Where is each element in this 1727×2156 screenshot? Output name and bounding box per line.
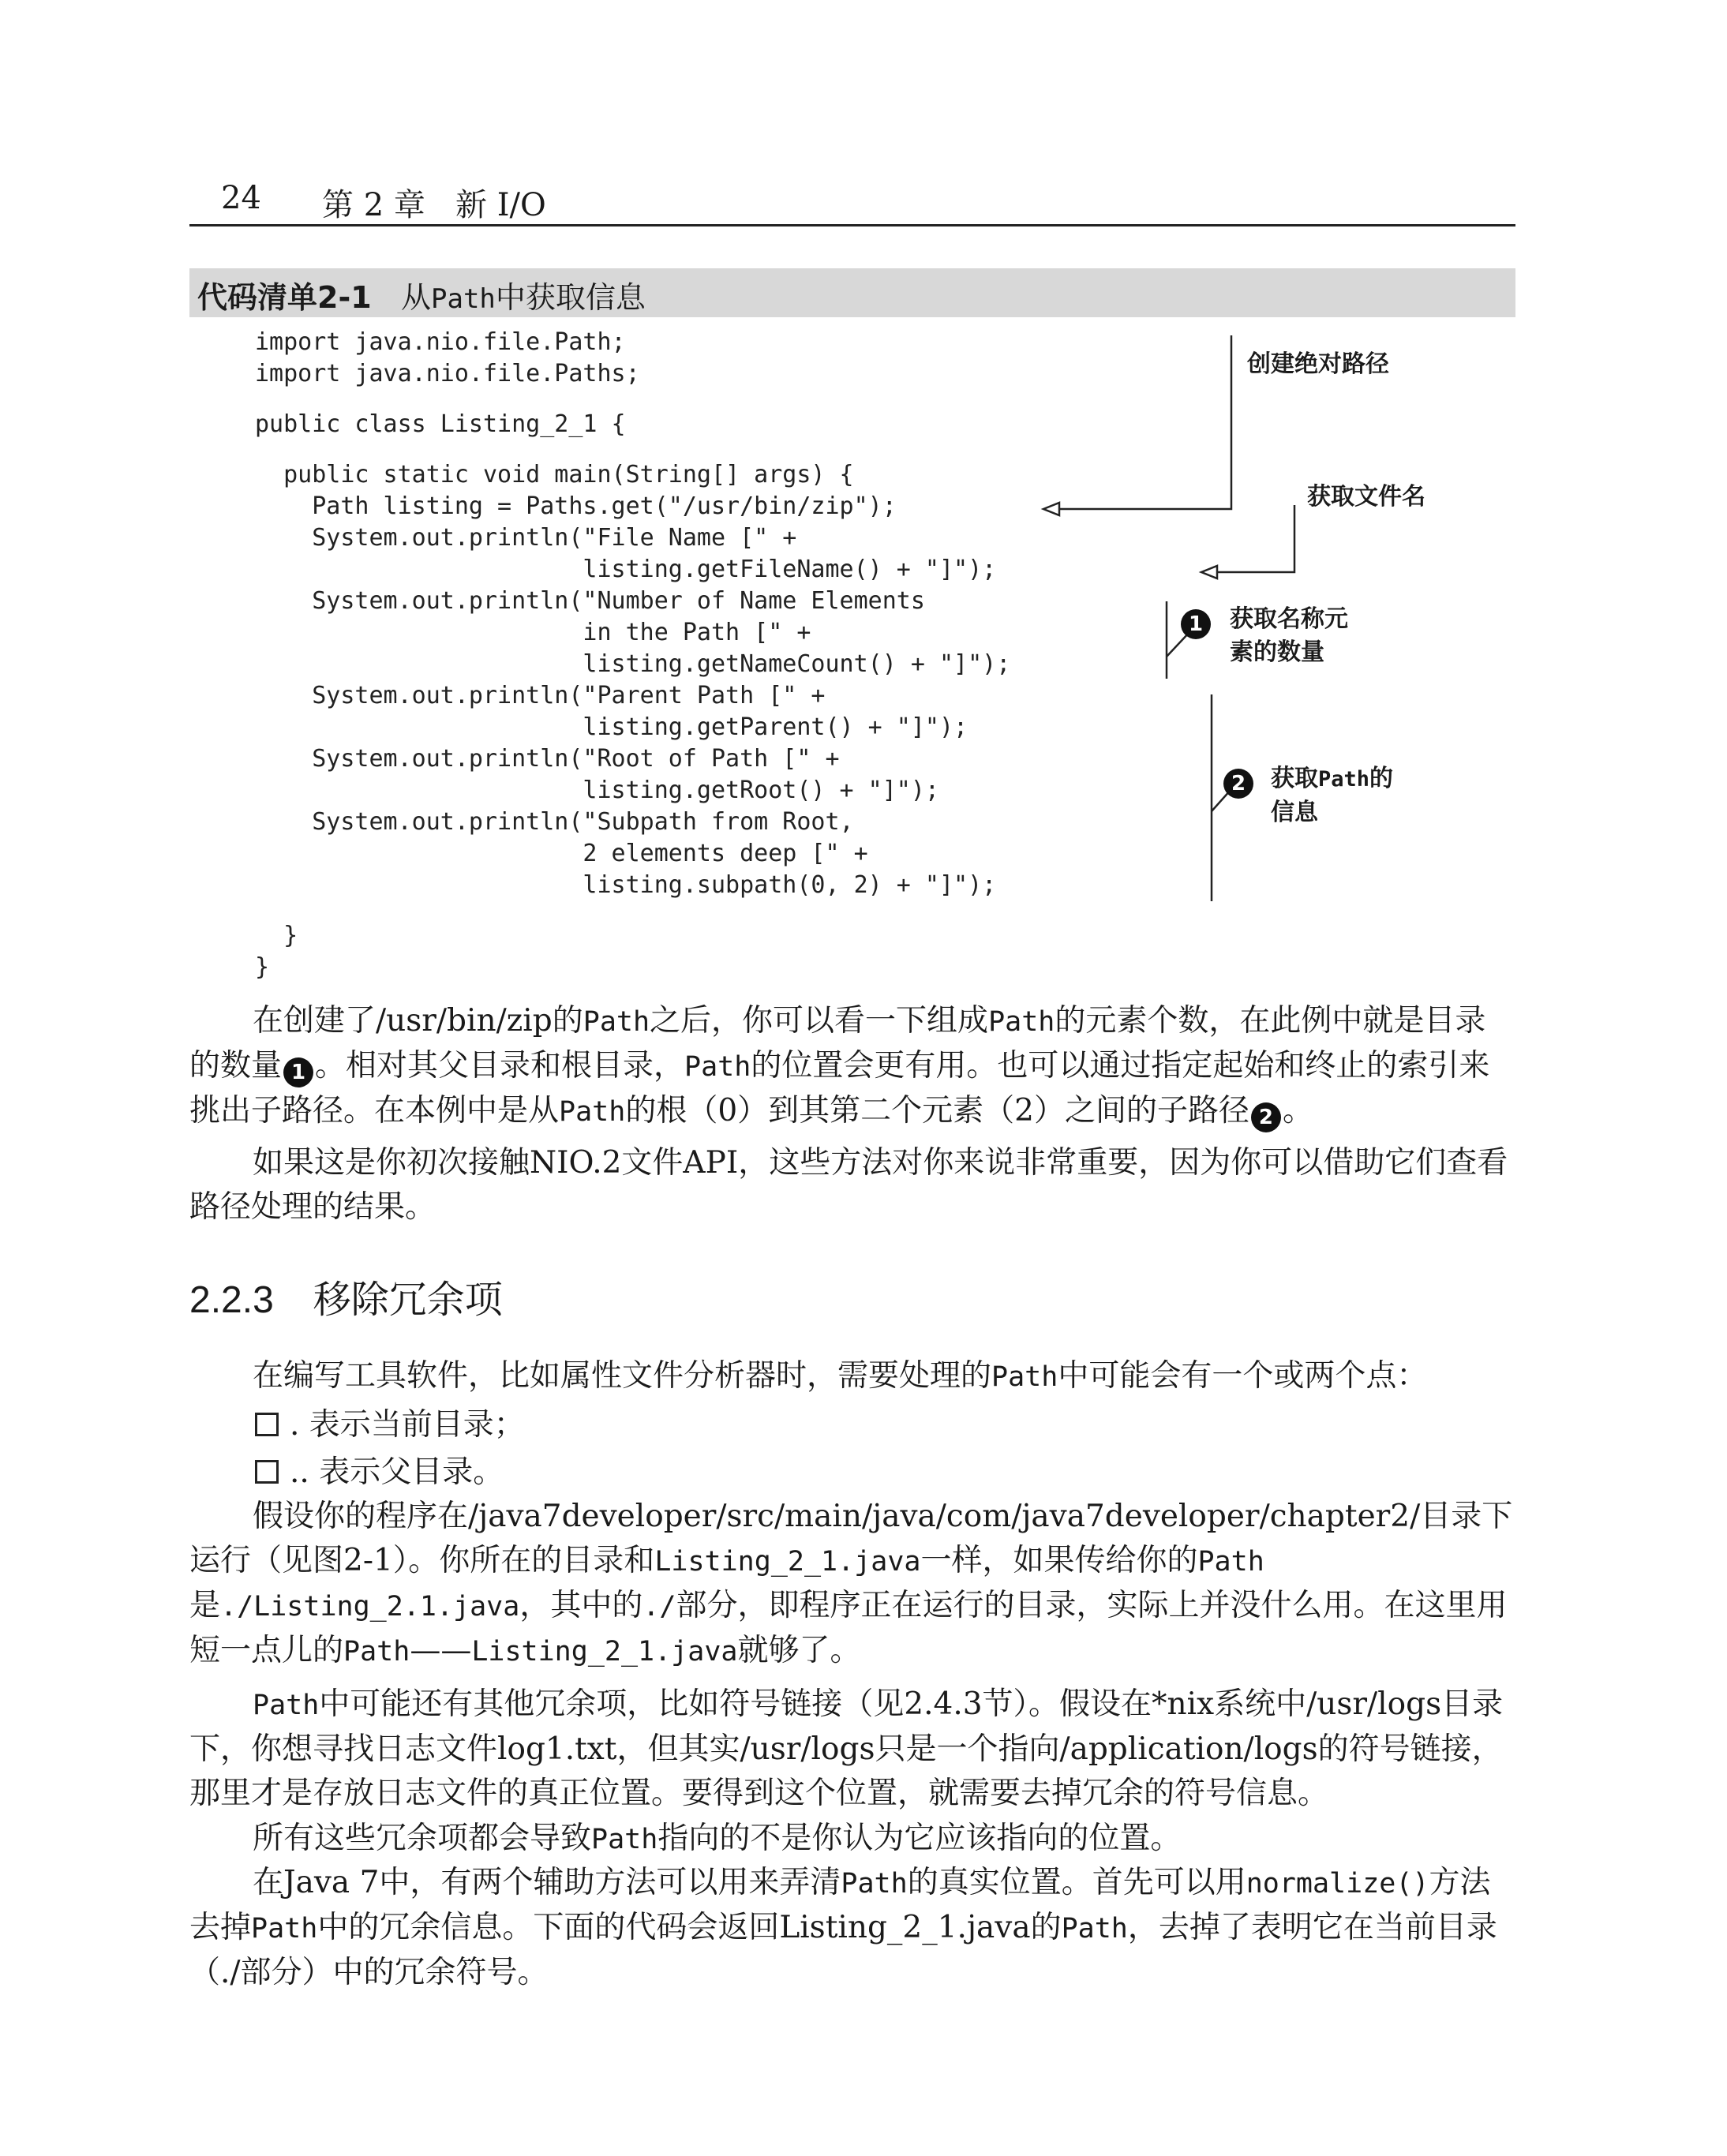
number-two-icon: 2 (1251, 1102, 1281, 1132)
listing-title: 从Path中获取信息 (401, 280, 646, 315)
checkbox-bullet-icon (255, 1460, 279, 1484)
callout-marker-2 (1222, 769, 1255, 799)
paragraph: 在编写工具软件，比如属性文件分析器时，需要处理的Path中可能会有一个或两个点： (253, 1358, 1428, 1394)
section-heading (189, 1269, 503, 1323)
code-line: System.out.println("Parent Path [" + (255, 682, 826, 709)
page-number: 24 (221, 180, 261, 216)
number-one-icon: 1 (1181, 609, 1211, 639)
arrow-head-icon (1043, 503, 1059, 515)
section-title: 移除冗余项 (313, 1278, 503, 1322)
paragraph: 在创建了/usr/bin/zip的Path之后，你可以看一下组成Path的元素个数，在此例中就是目录的数量 1 。相对其父目录和根目录，Path的位置会更有用。也可以通过指定起始和终止的索引来挑出子路径。在本例中是从Path的根（0）到其第二个元素（2）之间的子路径 2 。 (189, 999, 1515, 1134)
code-line: listing.getParent() + "]"); (255, 713, 968, 741)
code-line: } (255, 953, 270, 981)
chapter-title: 第 2 章 新 I/O (322, 187, 546, 223)
code-line: System.out.println("File Name [" + (255, 524, 797, 552)
code-line: Path listing = Paths.get("/usr/bin/zip"); (255, 492, 897, 520)
paragraph: 在Java 7中，有两个辅助方法可以用来弄清Path的真实位置。首先可以用normalize()方法去掉Path中的冗余信息。下面的代码会返回Listing_2_1.java的Path，去掉了表明它在当前目录（./部分）中的冗余符号。 (189, 1865, 1497, 1990)
code-line: in the Path [" + (255, 619, 811, 646)
paragraph: 假设你的程序在/java7developer/src/main/java/com/java7developer/chapter2/目录下运行（见图2-1）。你所在的目录和Listing_2_1.java一样，如果传给你的Path是./Listing_2.1.java，其中的./部分，即程序正在运行的目录，实际上并没什么用。在这里用短一点儿的Path——Listing_2_1.java就够了。 (189, 1499, 1513, 1668)
number-two-icon: 2 (1223, 769, 1253, 799)
code-line: System.out.println("Subpath from Root, (255, 808, 854, 836)
annotation-line-create (1054, 335, 1231, 509)
arrow-head-icon (1201, 566, 1217, 578)
section-number: 2.2.3 (189, 1279, 274, 1321)
checkbox-bullet-icon (255, 1413, 279, 1436)
code-line: } (255, 922, 298, 949)
list-item: .. 表示父目录。 (255, 1447, 504, 1492)
code-line: public static void main(String[] args) { (255, 461, 854, 488)
paragraph: Path中可能还有其他冗余项，比如符号链接（见2.4.3节）。假设在*nix系统中/usr/logs目录下，你想寻找日志文件log1.txt，但其实/usr/logs只是一个指向/application/logs的符号链接，那里才是存放日志文件的真正位置。要得到这个位置，就需要去掉冗余的符号信息。 (189, 1686, 1504, 1811)
code-line: listing.getRoot() + "]"); (255, 777, 939, 804)
annotation-create-path: 创建绝对路径 (1247, 350, 1389, 378)
paragraph: 所有这些冗余项都会导致Path指向的不是你认为它应该指向的位置。 (253, 1821, 1182, 1856)
code-line: listing.getFileName() + "]"); (255, 556, 997, 583)
code-line: System.out.println("Number of Name Elements (255, 587, 925, 615)
code-line: import java.nio.file.Path; (255, 328, 626, 356)
annotation-file-name: 获取文件名 (1307, 483, 1425, 511)
annotation-line-filename (1212, 505, 1294, 572)
list-item: . 表示当前目录； (255, 1400, 525, 1444)
annotation-path-info: 获取Path的 信息 (1271, 765, 1394, 826)
paragraph: 如果这是你初次接触NIO.2文件API，这些方法对你来说非常重要，因为你可以借助它们查看路径处理的结果。 (189, 1145, 1508, 1225)
number-one-icon: 1 (283, 1057, 313, 1087)
code-line: import java.nio.file.Paths; (255, 360, 640, 387)
code-line: System.out.println("Root of Path [" + (255, 745, 840, 773)
code-line: listing.getNameCount() + "]"); (255, 650, 1011, 678)
code-line: 2 elements deep [" + (255, 840, 868, 867)
callout-marker-1 (1179, 609, 1212, 639)
code-line: listing.subpath(0, 2) + "]"); (255, 871, 997, 899)
annotation-name-count: 获取名称元 素的数量 (1230, 605, 1348, 666)
listing-label: 代码清单2-1 (197, 280, 372, 315)
code-line: public class Listing_2_1 { (255, 410, 626, 438)
